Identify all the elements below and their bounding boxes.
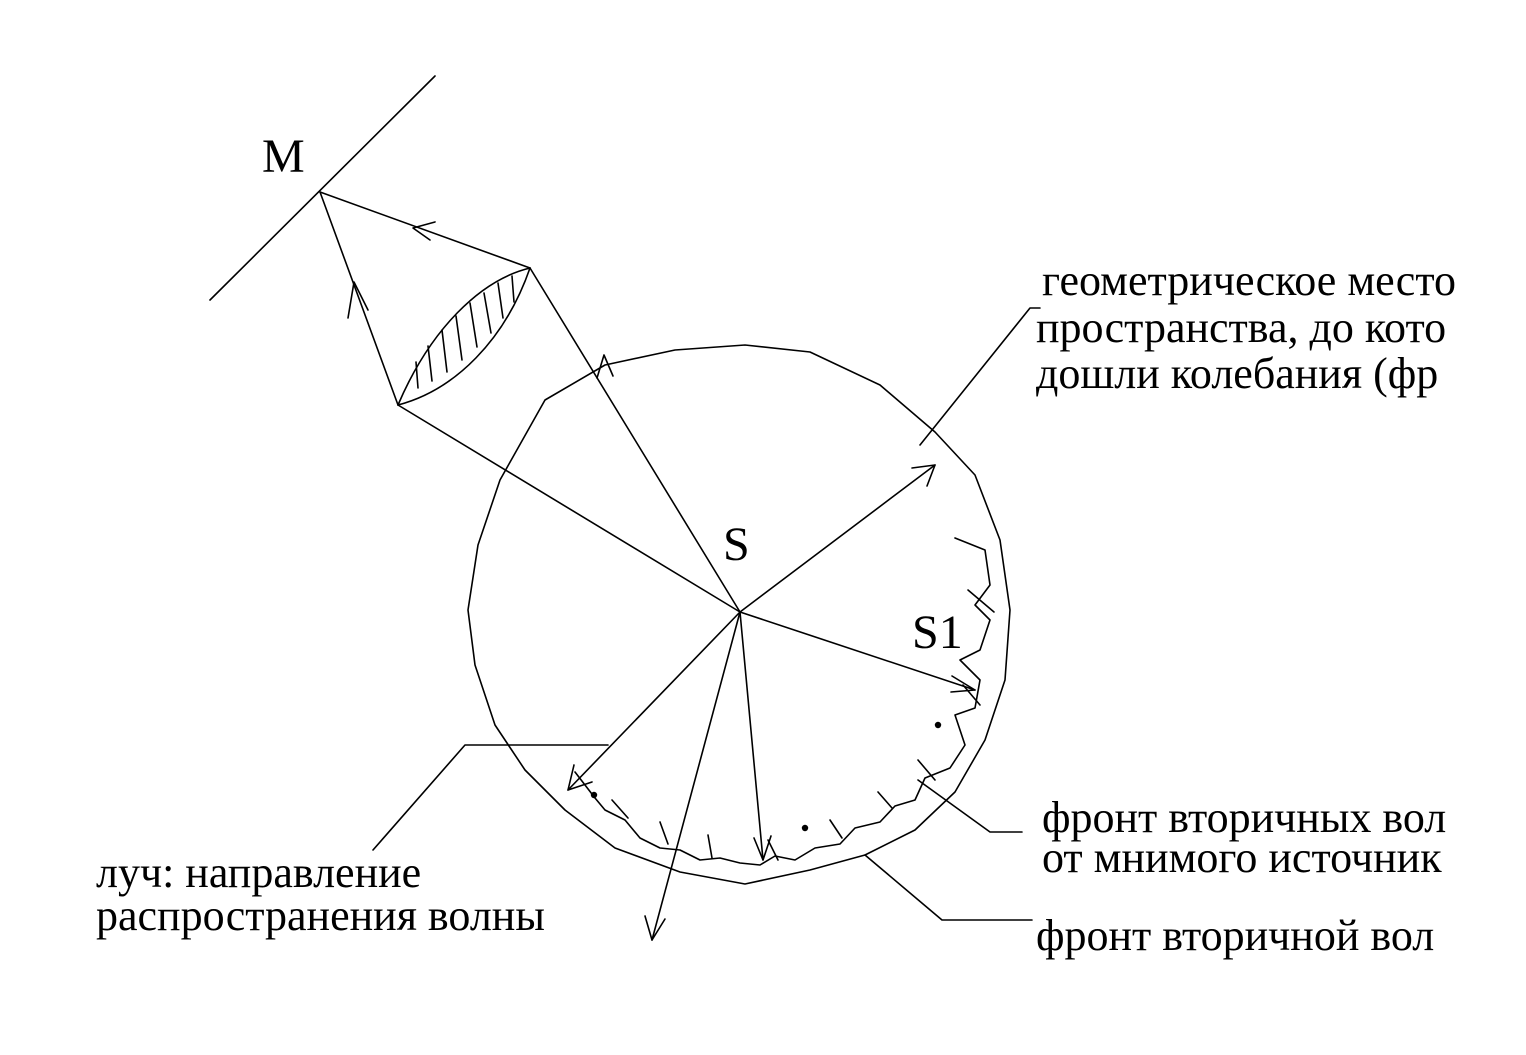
ray-lens-bottom-to-mirror [320, 192, 398, 405]
caption-ray-line-2: распространения волны [96, 891, 545, 940]
label-imaginary-source: S1 [912, 606, 963, 659]
ray-to-lens-top [530, 268, 740, 612]
ray-lens-top-to-mirror-arrowhead [413, 222, 435, 240]
caption-secondary-waves-front-line-1: фронт вторичных вол [1042, 793, 1447, 842]
secondary-source-dot [802, 825, 808, 831]
ray-to-upper-right [740, 465, 935, 612]
leader-secondary-waves-front [918, 780, 1022, 832]
label-mirror: M [262, 130, 305, 183]
caption-geometric-locus-line-3: дошли колебания (фр [1036, 349, 1439, 398]
leader-secondary-wave-front [865, 855, 1032, 920]
ray-to-lower-left [568, 612, 740, 790]
lens-hatching [416, 276, 514, 388]
ray-to-lens-top-arrowhead [597, 355, 613, 378]
secondary-source-dot [935, 722, 941, 728]
leader-ray [373, 745, 608, 850]
ray-down-right [740, 612, 763, 860]
caption-secondary-waves-front-line-2: от мнимого источник [1042, 833, 1442, 882]
caption-ray-line-1: луч: направление [96, 848, 422, 897]
ray-to-lens-bottom [398, 405, 740, 612]
caption-secondary-wave-front: фронт вторичной вол [1036, 911, 1435, 960]
caption-geometric-locus-line-1: геометрическое место [1042, 256, 1456, 305]
leader-geometric-locus [920, 308, 1040, 445]
caption-geometric-locus-line-2: пространства, до кото [1036, 303, 1447, 352]
ray-lens-top-to-mirror [320, 192, 530, 268]
ray-down [652, 612, 740, 940]
mirror-line [210, 76, 435, 300]
label-source: S [723, 518, 750, 571]
secondary-source-dot [591, 792, 597, 798]
secondary-waves-front-right [575, 538, 990, 865]
